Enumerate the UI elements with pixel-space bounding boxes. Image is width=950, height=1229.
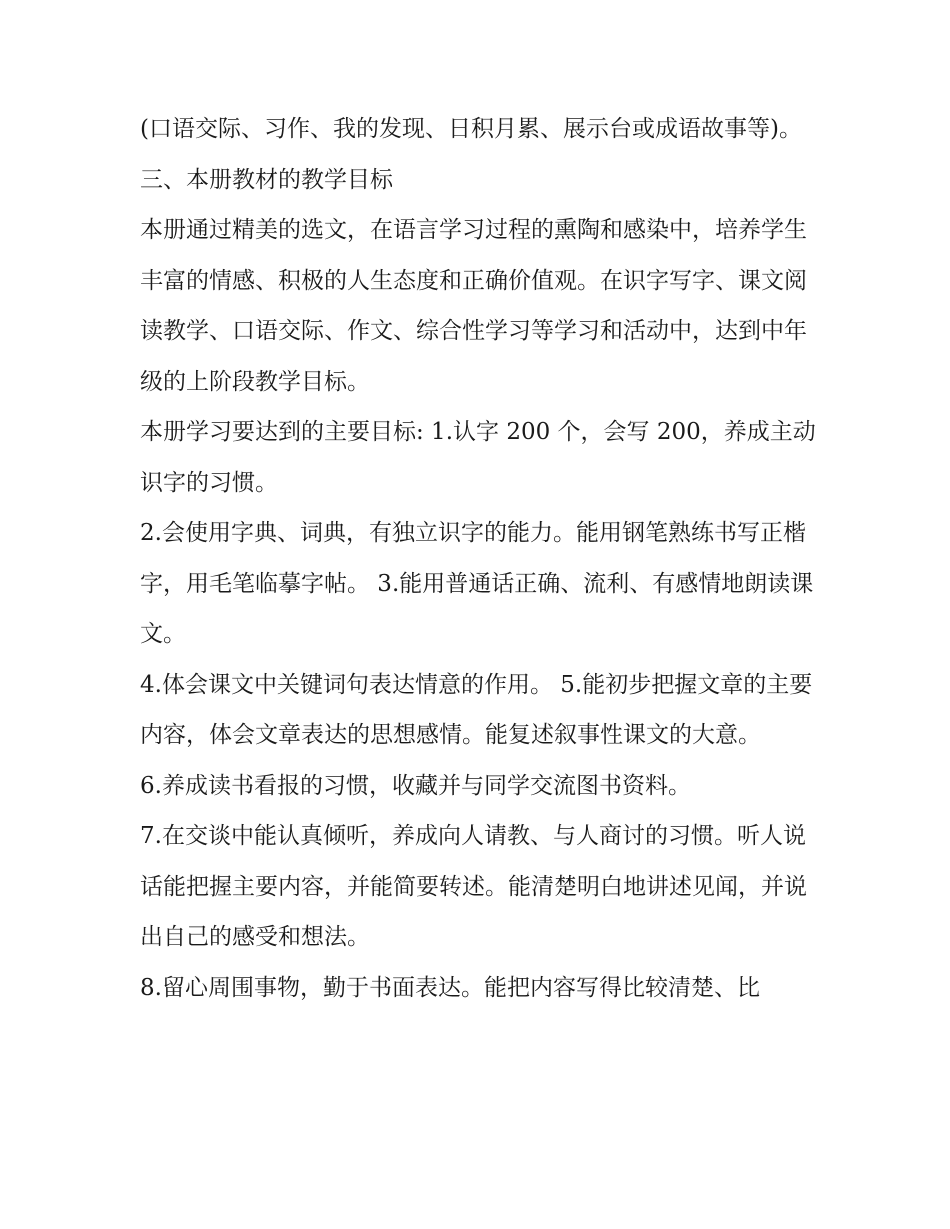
goal-item-6: 6.养成读书看报的习惯，收藏并与同学交流图书资料。 (140, 772, 691, 799)
goal-item-4-5: 4.体会课文中关键词句表达情意的作用。 5.能初步把握文章的主要内容，体会文章表达的思想感情。能复述叙事性课文的大意。 (140, 671, 813, 748)
goal-item-2-3: 2.会使用字典、词典，有独立识字的能力。能用钢笔熟练书写正楷字，用毛笔临摹字帖。 3.能用普通话正确、流利、有感情地朗读课文。 (140, 520, 814, 647)
goal-item-7: 7.在交谈中能认真倾听，养成向人请教、与人商讨的习惯。听人说话能把握主要内容，并能简要转述。能清楚明白地讲述见闻，并说出自己的感受和想法。 (140, 823, 807, 950)
paragraph-intro: 本册通过精美的选文，在语言学习过程的熏陶和感染中，培养学生丰富的情感、积极的人生态度和正确价值观。在识字写字、课文阅读教学、口语交际、作文、综合性学习等学习和活动中，达到中年级的上阶段教学目标。 (140, 217, 807, 395)
goal-item-1: 本册学习要达到的主要目标: 1.认字 200 个，会写 200，养成主动识字的习惯。 (140, 419, 816, 496)
document-body (140, 104, 820, 1013)
paragraph-continuation: (口语交际、习作、我的发现、日积月累、展示台或成语故事等)。 (140, 116, 802, 142)
goal-item-8: 8.留心周围事物，勤于书面表达。能把内容写得比较清楚、比 (140, 974, 760, 1001)
section-heading: 三、本册教材的教学目标 (140, 166, 393, 193)
